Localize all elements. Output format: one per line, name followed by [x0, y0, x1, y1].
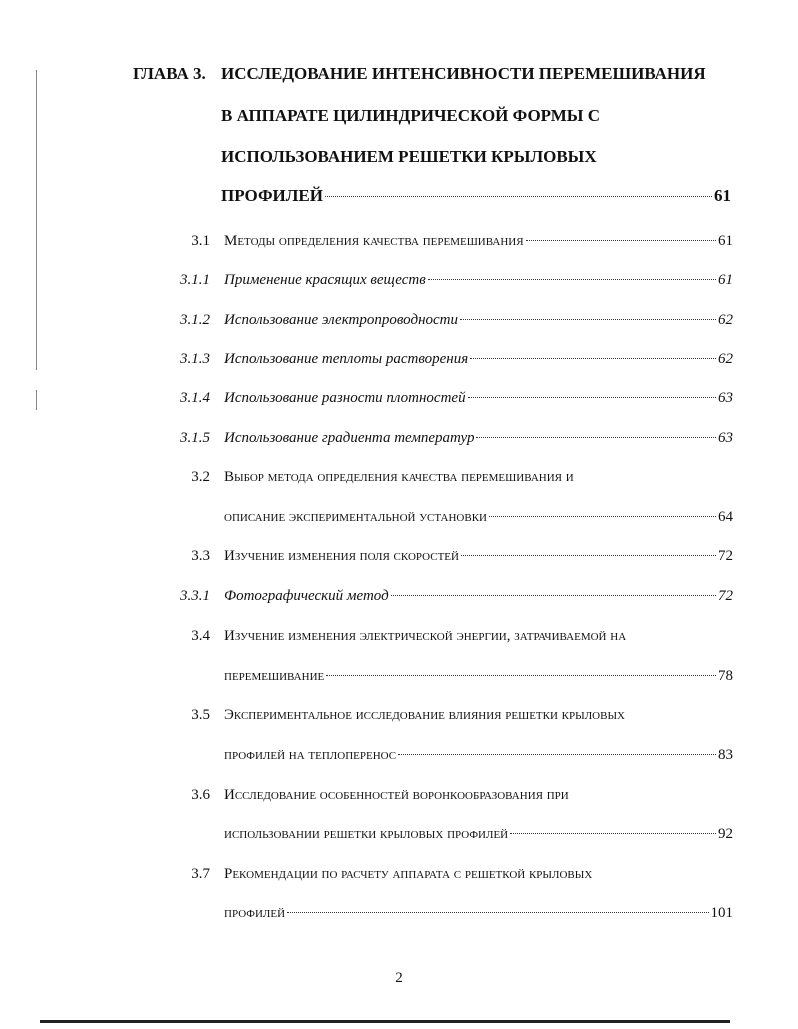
entry-number: 3.3 [191, 548, 210, 564]
entry-page: 62 [718, 312, 733, 328]
entry-number: 3.1.4 [180, 390, 210, 406]
entry-title-cont: описание экспериментальной установки [224, 509, 487, 525]
page-number: 2 [395, 970, 403, 986]
dot-leader [461, 555, 716, 556]
entry-number: 3.3.1 [180, 588, 210, 604]
entry-page: 63 [718, 430, 733, 446]
entry-page: 61 [718, 272, 733, 288]
entry-title-cont: профилей на теплоперенос [224, 747, 397, 763]
toc-entry-3-6-cont[interactable] [160, 826, 733, 850]
entry-page: 83 [718, 747, 733, 763]
entry-number: 3.6 [191, 787, 210, 803]
toc-entry-3-5-cont[interactable] [160, 747, 733, 771]
entry-number: 3.5 [191, 707, 210, 723]
entry-title: Использование градиента температур [224, 430, 475, 446]
entry-title: Использование электропроводности [224, 312, 458, 328]
entry-title: Использование теплоты растворения [224, 351, 469, 367]
toc-entry-3-1-4[interactable] [160, 390, 733, 414]
entry-page: 64 [718, 509, 733, 525]
dot-leader [287, 912, 708, 913]
entry-title: Применение красящих веществ [224, 272, 426, 288]
chapter-page: 61 [714, 186, 731, 205]
dot-leader [460, 319, 716, 320]
dot-leader [325, 196, 712, 197]
toc-entry-3-3-1[interactable] [160, 588, 733, 612]
entry-number: 3.1.3 [180, 351, 210, 367]
entry-page: 72 [718, 548, 733, 564]
toc-entry-3-2[interactable] [160, 469, 733, 493]
entry-title-cont: профилей [224, 905, 286, 921]
entry-number: 3.4 [191, 628, 210, 644]
toc-entry-3-3[interactable] [160, 548, 733, 572]
dot-leader [470, 358, 716, 359]
chapter-title-line-2: В АППАРАТЕ ЦИЛИНДРИЧЕСКОЙ ФОРМЫ С [221, 106, 600, 125]
dot-leader [526, 240, 716, 241]
entry-title: Изучение изменения электрической энергии, затрачиваемой на [224, 628, 627, 644]
dot-leader [391, 595, 716, 596]
toc-entry-3-7[interactable] [160, 866, 733, 890]
chapter-title-line-1: ИССЛЕДОВАНИЕ ИНТЕНСИВНОСТИ ПЕРЕМЕШИВАНИЯ [221, 64, 706, 83]
dot-leader [428, 279, 716, 280]
entry-title: Методы определения качества перемешивания [224, 233, 524, 249]
entry-page: 72 [718, 588, 733, 604]
dot-leader [489, 516, 716, 517]
entry-page: 78 [718, 668, 733, 684]
toc-entry-3-1-5[interactable] [160, 430, 733, 454]
chapter-label: ГЛАВА 3. [133, 64, 206, 83]
dot-leader [468, 397, 716, 398]
entry-page: 61 [718, 233, 733, 249]
entry-number: 3.1 [191, 233, 210, 249]
toc-entry-3-1-3[interactable] [160, 351, 733, 375]
scan-margin-mark [36, 390, 37, 410]
scan-margin-line [36, 70, 37, 370]
toc-entry-3-1[interactable] [160, 233, 733, 257]
toc-entry-3-4[interactable] [160, 628, 733, 652]
entry-page: 63 [718, 390, 733, 406]
entry-number: 3.1.5 [180, 430, 210, 446]
chapter-title-last: ПРОФИЛЕЙ [221, 186, 323, 205]
entry-number: 3.1.2 [180, 312, 210, 328]
chapter-title-line-3: ИСПОЛЬЗОВАНИЕМ РЕШЕТКИ КРЫЛОВЫХ [221, 147, 597, 166]
entry-number: 3.2 [191, 469, 210, 485]
dot-leader [476, 437, 716, 438]
chapter-title-line-4 [221, 186, 731, 206]
dot-leader [326, 675, 716, 676]
entry-number: 3.7 [191, 866, 210, 882]
entry-title: Экспериментальное исследование влияния решетки крыловых [224, 707, 625, 723]
entry-page: 101 [710, 905, 733, 921]
toc-entry-3-1-1[interactable] [160, 272, 733, 296]
entry-title: Исследование особенностей воронкообразования при [224, 787, 569, 803]
toc-entry-3-4-cont[interactable] [160, 668, 733, 692]
scan-bottom-edge [40, 1020, 730, 1023]
entry-title: Фотографический метод [224, 588, 389, 604]
entry-title-cont: перемешивание [224, 668, 325, 684]
toc-entry-3-2-cont[interactable] [160, 509, 733, 533]
toc-entry-3-1-2[interactable] [160, 312, 733, 336]
entry-page: 62 [718, 351, 733, 367]
entry-title-cont: использовании решетки крыловых профилей [224, 826, 509, 842]
dot-leader [398, 754, 716, 755]
entry-number: 3.1.1 [180, 272, 210, 288]
entry-title: Использование разности плотностей [224, 390, 466, 406]
entry-title: Рекомендации по расчету аппарата с решеткой крыловых [224, 866, 593, 882]
entry-page: 92 [718, 826, 733, 842]
dot-leader [510, 833, 716, 834]
toc-entry-3-5[interactable] [160, 707, 733, 731]
entry-title: Выбор метода определения качества перемешивания и [224, 469, 574, 485]
toc-entry-3-6[interactable] [160, 787, 733, 811]
entry-title: Изучение изменения поля скоростей [224, 548, 459, 564]
toc-entry-3-7-cont[interactable] [160, 905, 733, 929]
